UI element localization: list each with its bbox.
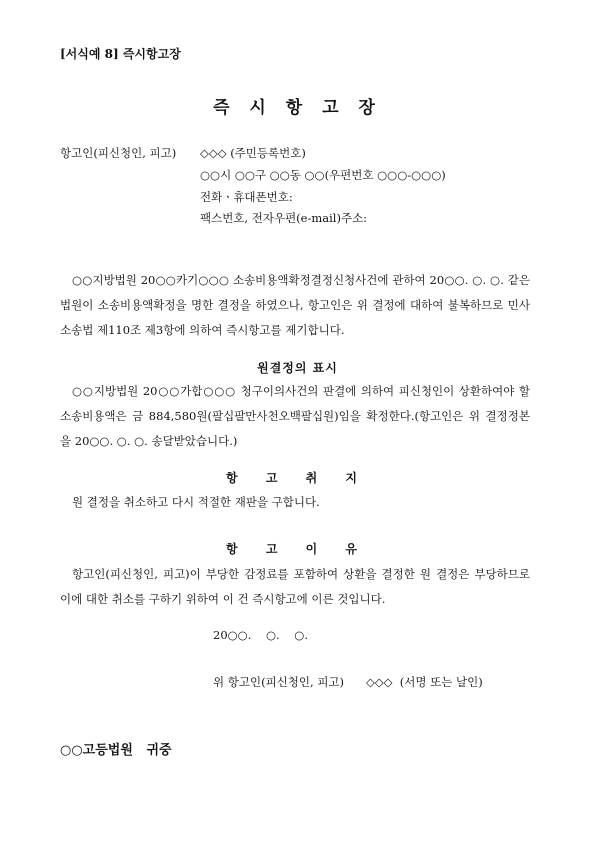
court-addressee: ○○고등법원 귀중 (60, 743, 172, 758)
appeal-reason-heading: 항 고 이 유 (226, 542, 369, 556)
appeal-reason-body: 항고인(피신청인, 피고)이 부당한 감정료를 포함하여 상환을 결정한 원 결정은 부당하므로 이에 대한 취소를 구하기 위하여 이 건 즉시항고에 이른 것입니다. (60, 567, 530, 606)
appellant-address-line: ○○시 ○○구 ○○동 ○○(우편번호 ○○○-○○○) (200, 168, 446, 182)
appellant-label: 항고인(피신청인, 피고) (60, 146, 177, 160)
signature-line: 위 항고인(피신청인, 피고) ◇◇◇ (서명 또는 날인) (213, 675, 483, 689)
original-decision-body: ○○지방법원 20○○가합○○○ 청구이의사건의 판결에 의하여 피신청인이 상환하여야 할 소송비용액은 금 884,580원(팔십팔만사천오백팔십원)임을 확정한다.(항고인은 위 결정정본을 20○○. ○. ○. 송달받았습니다.) (60, 384, 530, 448)
form-label: [서식예 8] 즉시항고장 (60, 47, 181, 61)
appeal-purpose-heading: 항 고 취 지 (226, 471, 369, 485)
appellant-phone-line: 전화ㆍ휴대폰번호: (200, 190, 293, 204)
appellant-name-line: ◇◇◇ (주민등록번호) (200, 146, 306, 160)
intro-paragraph: ○○지방법원 20○○카기○○○ 소송비용액확정결정신청사건에 관하여 20○○. ○. ○. 같은 법원이 소송비용액확정을 명한 결정을 하였으나, 항고인은 위 결정에 대하여 불복하므로 민사소송법 제110조 제3항에 의하여 즉시항고를 제기합니다. (60, 273, 530, 337)
filing-date: 20○○. ○. ○. (213, 628, 308, 642)
original-decision-heading: 원결정의 표시 (257, 361, 338, 375)
appellant-fax-email-line: 팩스번호, 전자우편(e-mail)주소: (200, 211, 368, 225)
document-title: 즉 시 항 고 장 (213, 98, 382, 118)
appeal-purpose-body: 원 결정을 취소하고 다시 적절한 재판을 구합니다. (72, 495, 320, 509)
